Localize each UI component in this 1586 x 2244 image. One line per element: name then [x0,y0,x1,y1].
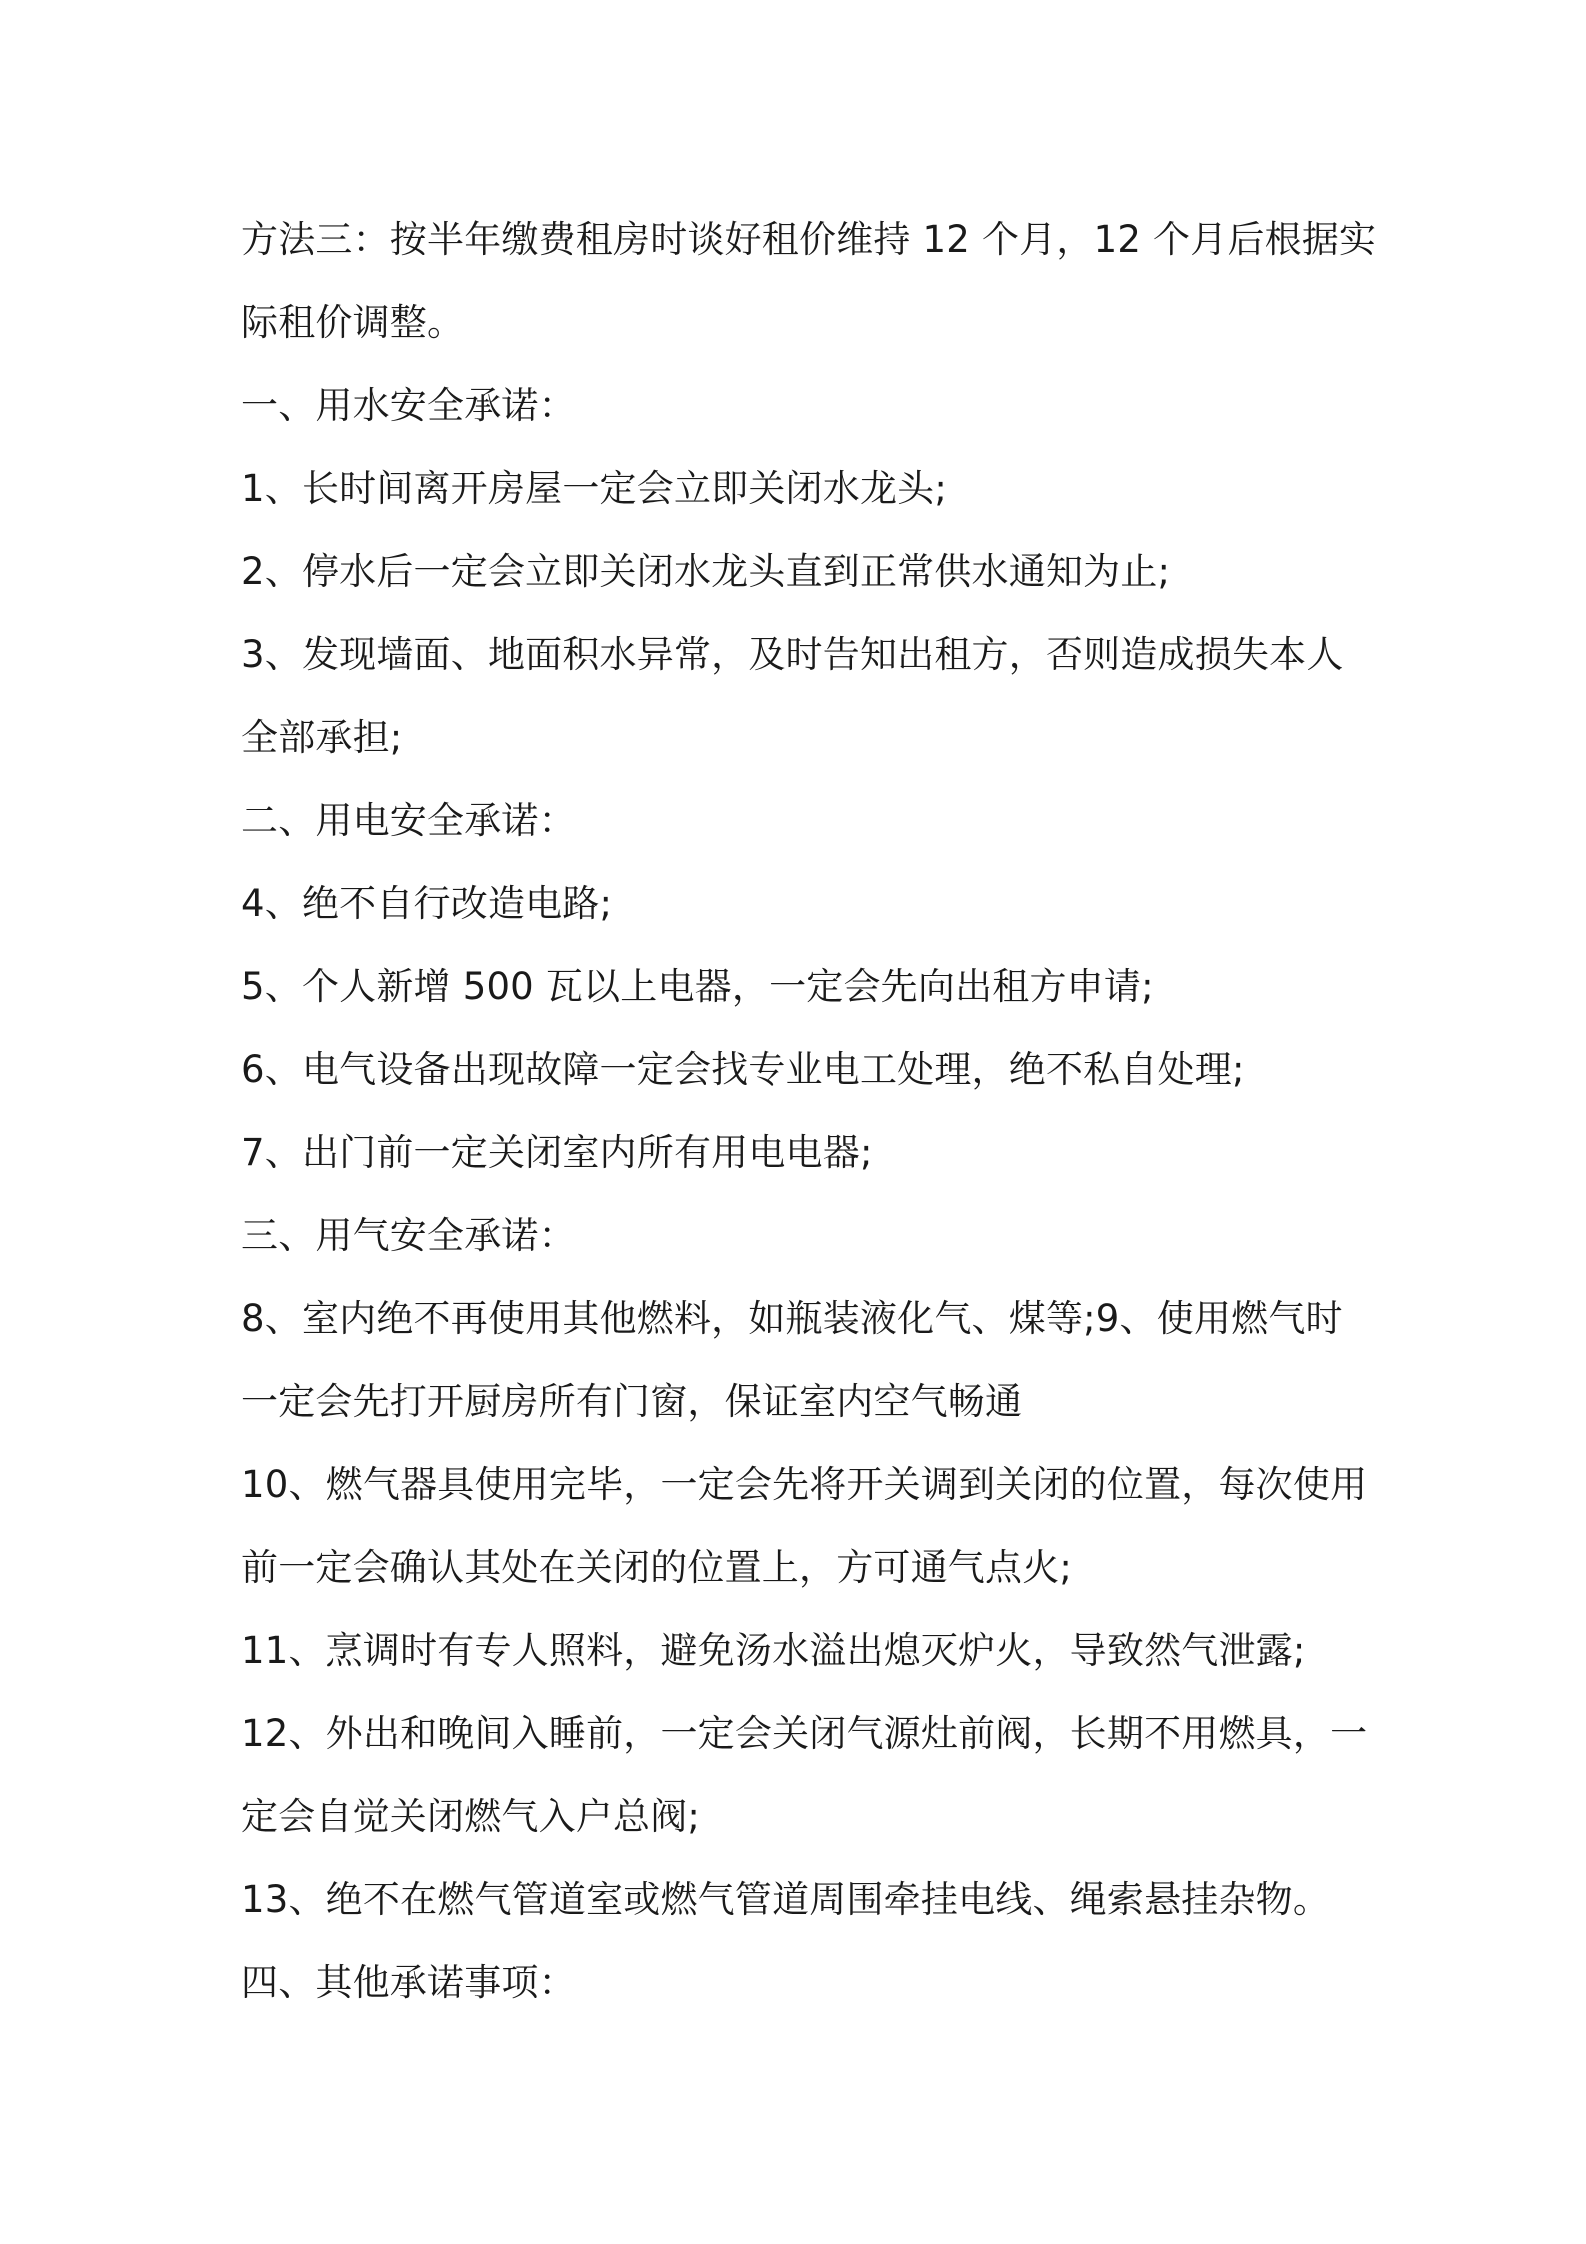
gas-item-13: 13、绝不在燃气管道室或燃气管道周围牵挂电线、绳索悬挂杂物。 [241,1878,1331,1921]
section-water-heading: 一、用水安全承诺： [241,384,576,427]
water-item-1: 1、长时间离开房屋一定会立即关闭水龙头; [241,467,948,510]
gas-item-11: 11、烹调时有专人照料，避免汤水溢出熄灭炉火，导致然气泄露; [241,1629,1306,1672]
water-item-2: 2、停水后一定会立即关闭水龙头直到正常供水通知为止; [241,550,1171,593]
section-gas-heading: 三、用气安全承诺： [241,1214,576,1257]
electric-item-5: 5、个人新增 500 瓦以上电器，一定会先向出租方申请; [241,965,1154,1008]
gas-item-12-line-2: 定会自觉关闭燃气入户总阀; [241,1795,701,1838]
method-three-line-1: 方法三：按半年缴费租房时谈好租价维持 12 个月，12 个月后根据实 [241,218,1377,261]
section-other-heading: 四、其他承诺事项： [241,1961,576,2004]
method-three-line-2: 际租价调整。 [241,301,465,344]
electric-item-7: 7、出门前一定关闭室内所有用电电器; [241,1131,873,1174]
gas-item-12-line-1: 12、外出和晚间入睡前，一定会关闭气源灶前阀，长期不用燃具，一 [241,1712,1368,1755]
document-body [241,198,1377,2024]
gas-item-8-9-line-2: 一定会先打开厨房所有门窗，保证室内空气畅通 [241,1380,1023,1423]
water-item-3-line-2: 全部承担; [241,716,403,759]
gas-item-10-line-1: 10、燃气器具使用完毕，一定会先将开关调到关闭的位置，每次使用 [241,1463,1368,1506]
electric-item-6: 6、电气设备出现故障一定会找专业电工处理，绝不私自处理; [241,1048,1245,1091]
water-item-3-line-1: 3、发现墙面、地面积水异常，及时告知出租方，否则造成损失本人 [241,633,1344,676]
section-electric-heading: 二、用电安全承诺： [241,799,576,842]
gas-item-8-9-line-1: 8、室内绝不再使用其他燃料，如瓶装液化气、煤等;9、使用燃气时 [241,1297,1343,1340]
gas-item-10-line-2: 前一定会确认其处在关闭的位置上，方可通气点火; [241,1546,1073,1589]
electric-item-4: 4、绝不自行改造电路; [241,882,613,925]
